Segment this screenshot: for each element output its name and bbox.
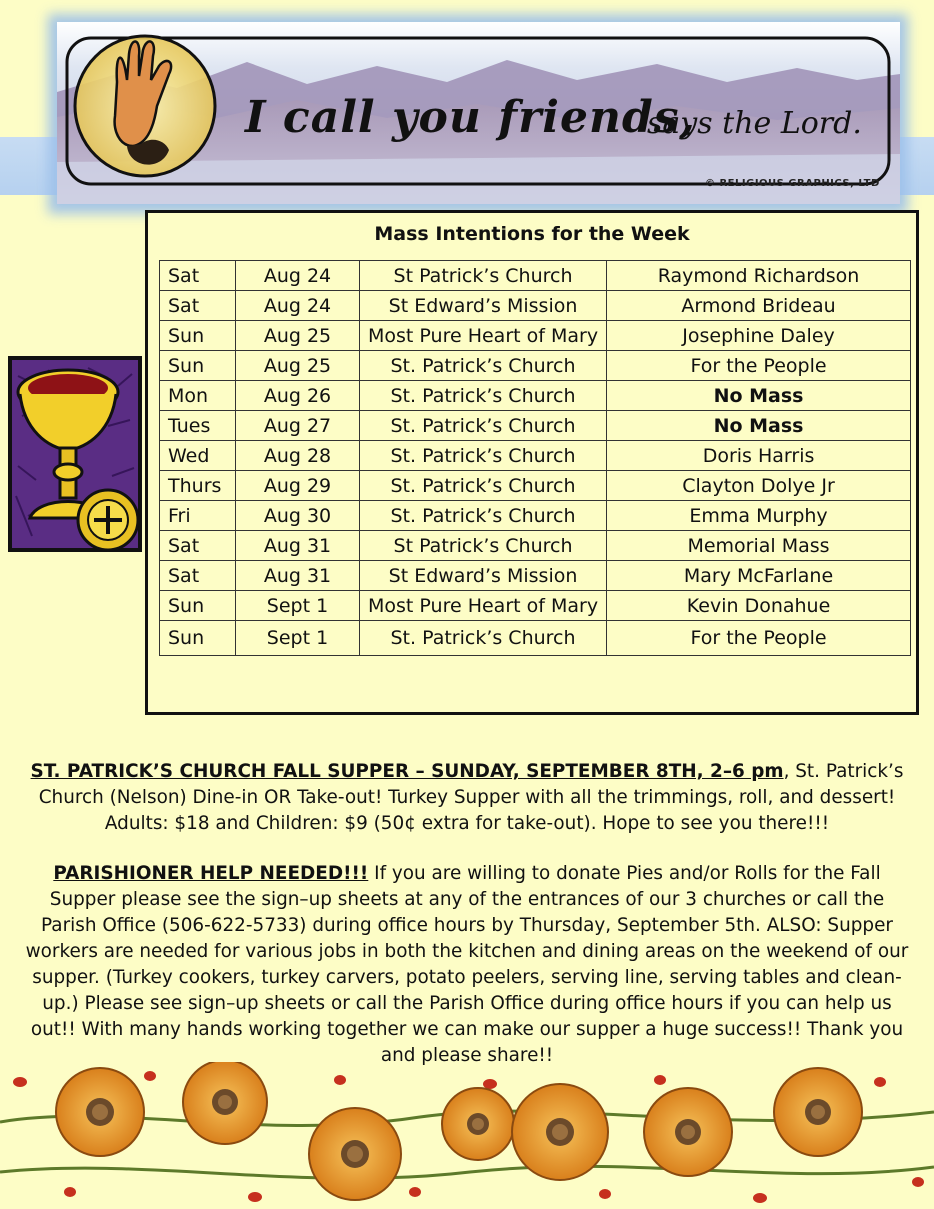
mass-church: St Edward’s Mission (360, 561, 607, 591)
mass-day: Fri (160, 501, 236, 531)
mass-intention: No Mass (607, 411, 911, 441)
mass-date: Aug 31 (236, 531, 360, 561)
mass-row (160, 621, 911, 656)
mass-church: St. Patrick’s Church (360, 441, 607, 471)
mass-day: Mon (160, 381, 236, 411)
mass-church: Most Pure Heart of Mary (360, 321, 607, 351)
fall-supper-body: , St. Patrick’s Church (Nelson) Dine-in OR Take-out! Turkey Supper with all the trimmings, roll, and dessert! Adults: $18 and Children: $9 (50¢ extra for take-out). Hope to see you there!!! (38, 761, 904, 834)
mass-intention: No Mass (607, 381, 911, 411)
mass-title: Mass Intentions for the Week (374, 223, 690, 245)
mass-table (159, 260, 911, 656)
mass-church: St. Patrick’s Church (360, 351, 607, 381)
mass-date: Aug 25 (236, 321, 360, 351)
mass-date: Aug 27 (236, 411, 360, 441)
mass-row (160, 351, 911, 381)
mass-intention: Armond Brideau (607, 291, 911, 321)
mass-day: Sun (160, 351, 236, 381)
banner-credit: © RELIGIOUS GRAPHICS, LTD (705, 178, 880, 189)
mass-church: St Patrick’s Church (360, 531, 607, 561)
mass-day: Sat (160, 561, 236, 591)
mass-row (160, 561, 911, 591)
mass-church: St. Patrick’s Church (360, 381, 607, 411)
mass-intention: For the People (607, 621, 911, 656)
mass-day: Wed (160, 441, 236, 471)
mass-intention: Emma Murphy (607, 501, 911, 531)
mass-date: Sept 1 (236, 591, 360, 621)
mass-intention: Mary McFarlane (607, 561, 911, 591)
banner-title: I call you friends, (245, 92, 696, 143)
mass-row (160, 381, 911, 411)
mass-church: St. Patrick’s Church (360, 411, 607, 441)
mass-row (160, 531, 911, 561)
mass-date: Aug 28 (236, 441, 360, 471)
mass-day: Sat (160, 531, 236, 561)
mass-intention: Raymond Richardson (607, 261, 911, 291)
mass-date: Aug 30 (236, 501, 360, 531)
flower-border-image (0, 1062, 934, 1209)
mass-intention: Clayton Dolye Jr (607, 471, 911, 501)
mass-intention: Memorial Mass (607, 531, 911, 561)
mass-church: St Patrick’s Church (360, 261, 607, 291)
banner-subtitle: says the Lord. (647, 106, 862, 141)
fall-supper-paragraph (20, 759, 914, 837)
mass-intentions-box (145, 210, 919, 715)
chalice-icon (8, 356, 142, 552)
help-needed-heading: PARISHIONER HELP NEEDED!!! (53, 863, 369, 884)
mass-row (160, 411, 911, 441)
mass-date: Aug 24 (236, 261, 360, 291)
mass-date: Aug 24 (236, 291, 360, 321)
help-needed-paragraph (20, 861, 914, 1069)
mass-church: St. Patrick’s Church (360, 501, 607, 531)
mass-date: Sept 1 (236, 621, 360, 656)
mass-church: St. Patrick’s Church (360, 621, 607, 656)
mass-church: St. Patrick’s Church (360, 471, 607, 501)
mass-day: Sun (160, 591, 236, 621)
mass-church: St Edward’s Mission (360, 291, 607, 321)
mass-row (160, 471, 911, 501)
mass-intention: Josephine Daley (607, 321, 911, 351)
mass-day: Sat (160, 261, 236, 291)
mass-row (160, 441, 911, 471)
mass-day: Sat (160, 291, 236, 321)
mass-date: Aug 26 (236, 381, 360, 411)
mass-intention: Doris Harris (607, 441, 911, 471)
mass-day: Sun (160, 621, 236, 656)
mass-church: Most Pure Heart of Mary (360, 591, 607, 621)
mass-row (160, 291, 911, 321)
mass-intention: For the People (607, 351, 911, 381)
mass-day: Sun (160, 321, 236, 351)
mass-intention: Kevin Donahue (607, 591, 911, 621)
mass-row (160, 321, 911, 351)
mass-date: Aug 29 (236, 471, 360, 501)
banner (57, 22, 900, 204)
mass-row (160, 501, 911, 531)
mass-date: Aug 31 (236, 561, 360, 591)
mass-day: Tues (160, 411, 236, 441)
mass-row (160, 591, 911, 621)
mass-day: Thurs (160, 471, 236, 501)
help-needed-body: If you are willing to donate Pies and/or Rolls for the Fall Supper please see the sign–up sheets at any of the entrances of our 3 churches or call the Parish Office (506-622-5733) during office hours by Thursday, September 5th. ALSO: Supper workers are needed for various jobs in both the kitchen and dining areas on the weekend of our supper. (Turkey cookers, turkey carvers, potato peelers, serving line, serving tables and clean-up.) Please see sign–up sheets or call the Parish Office during office hours if you can help us out!! With many hands working together we can make our supper a huge success!! Thank you and please share!! (25, 863, 909, 1066)
mass-row (160, 261, 911, 291)
fall-supper-heading: ST. PATRICK’S CHURCH FALL SUPPER – SUNDAY, SEPTEMBER 8TH, 2–6 pm (30, 761, 784, 782)
mass-date: Aug 25 (236, 351, 360, 381)
